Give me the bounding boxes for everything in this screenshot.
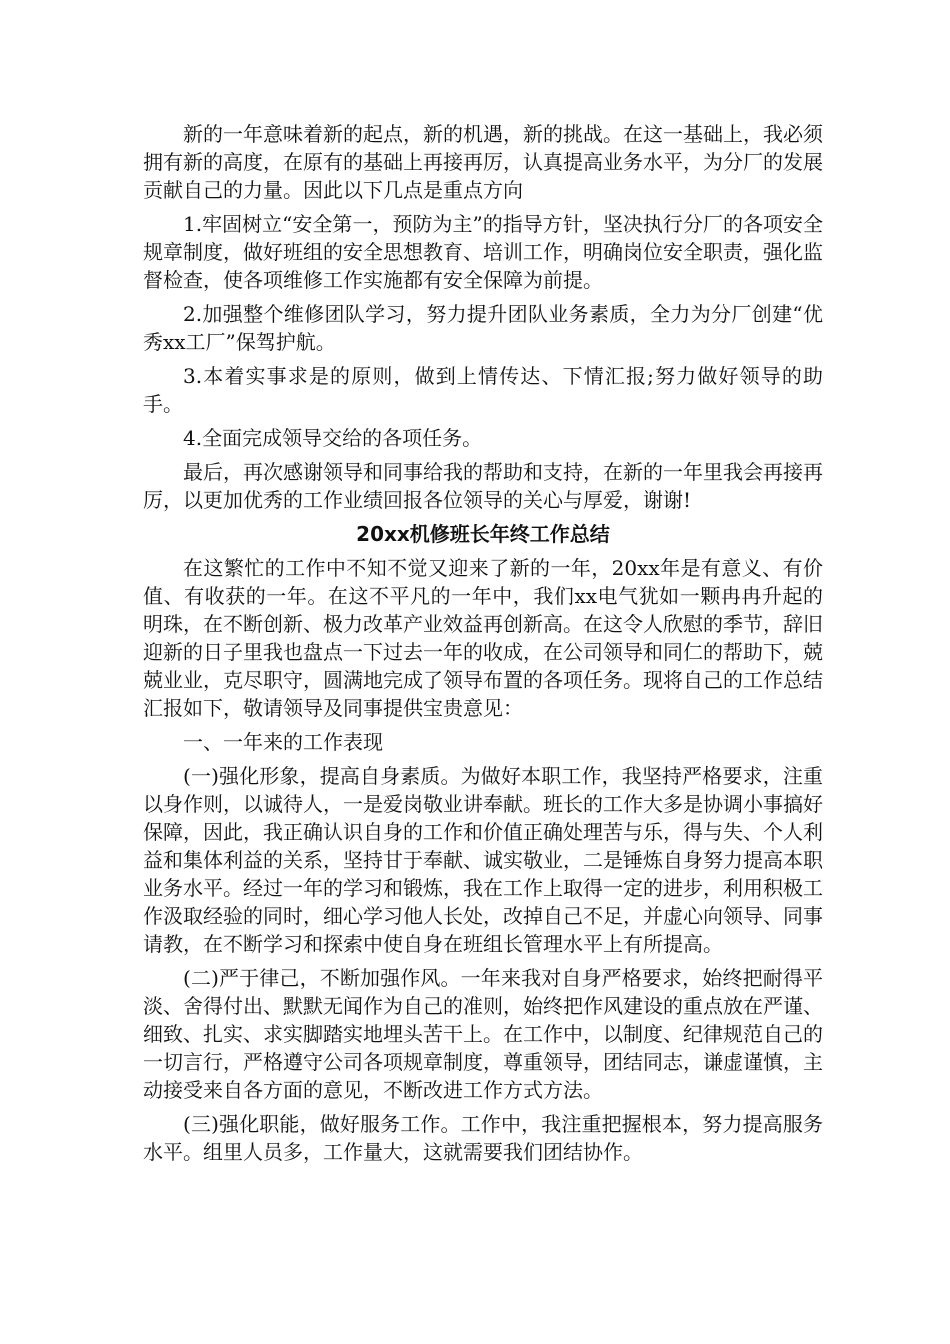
subheading: 一、一年来的工作表现 — [183, 730, 383, 754]
paragraph: 在这繁忙的工作中不知不觉又迎来了新的一年，20xx年是有意义、有价值、有收获的一年。在这不平凡的一年中，我们xx电气犹如一颗冉冉升起的明珠，在不断创新、极力改革产业效益再创新高。在这令人欣慰的季节，辞旧迎新的日子里我也盘点一下过去一年的收成，在公司领导和同仁的帮助下，兢兢业业，克尽职守，圆满地完成了领导布置的各项任务。现将自己的工作总结汇报如下，敬请领导及同事提供宝贵意见： — [143, 556, 823, 720]
section-heading: 20xx机修班长年终工作总结 — [356, 522, 610, 546]
list-item: 4.全面完成领导交给的各项任务。 — [183, 426, 483, 450]
list-item: 2.加强整个维修团队学习，努力提升团队业务素质，全力为分厂创建“优秀xx工厂”保驾护航。 — [143, 302, 823, 354]
list-item: 3.本着实事求是的原则，做到上情传达、下情汇报;努力做好领导的助手。 — [143, 364, 823, 416]
list-item: 1.牢固树立“安全第一，预防为主”的指导方针，坚决执行分厂的各项安全规章制度，做好班组的安全思想教育、培训工作，明确岗位安全职责，强化监督检查，使各项维修工作实施都有安全保障为前提。 — [143, 212, 823, 292]
paragraph: 最后，再次感谢领导和同事给我的帮助和支持，在新的一年里我会再接再厉，以更加优秀的工作业绩回报各位领导的关心与厚爱，谢谢! — [143, 460, 823, 512]
document-body — [143, 120, 823, 1172]
paragraph: (二)严于律己，不断加强作风。一年来我对自身严格要求，始终把耐得平淡、舍得付出、默默无闻作为自己的准则，始终把作风建设的重点放在严谨、细致、扎实、求实脚踏实地埋头苦干上。在工作中，以制度、纪律规范自己的一切言行，严格遵守公司各项规章制度，尊重领导，团结同志，谦虚谨慎，主动接受来自各方面的意见，不断改进工作方式方法。 — [143, 966, 823, 1102]
paragraph: 新的一年意味着新的起点，新的机遇，新的挑战。在这一基础上，我必须拥有新的高度，在原有的基础上再接再厉，认真提高业务水平，为分厂的发展贡献自己的力量。因此以下几点是重点方向 — [143, 122, 823, 202]
paragraph: (一)强化形象，提高自身素质。为做好本职工作，我坚持严格要求，注重以身作则，以诚待人，一是爱岗敬业讲奉献。班长的工作大多是协调小事搞好保障，因此，我正确认识自身的工作和价值正确处理苦与乐，得与失、个人利益和集体利益的关系，坚持甘于奉献、诚实敬业，二是锤炼自身努力提高本职业务水平。经过一年的学习和锻炼，我在工作上取得一定的进步，利用积极工作汲取经验的同时，细心学习他人长处，改掉自己不足，并虚心向领导、同事请教，在不断学习和探索中使自身在班组长管理水平上有所提高。 — [143, 764, 823, 956]
paragraph: (三)强化职能，做好服务工作。工作中，我注重把握根本，努力提高服务水平。组里人员多，工作量大，这就需要我们团结协作。 — [143, 1112, 823, 1164]
